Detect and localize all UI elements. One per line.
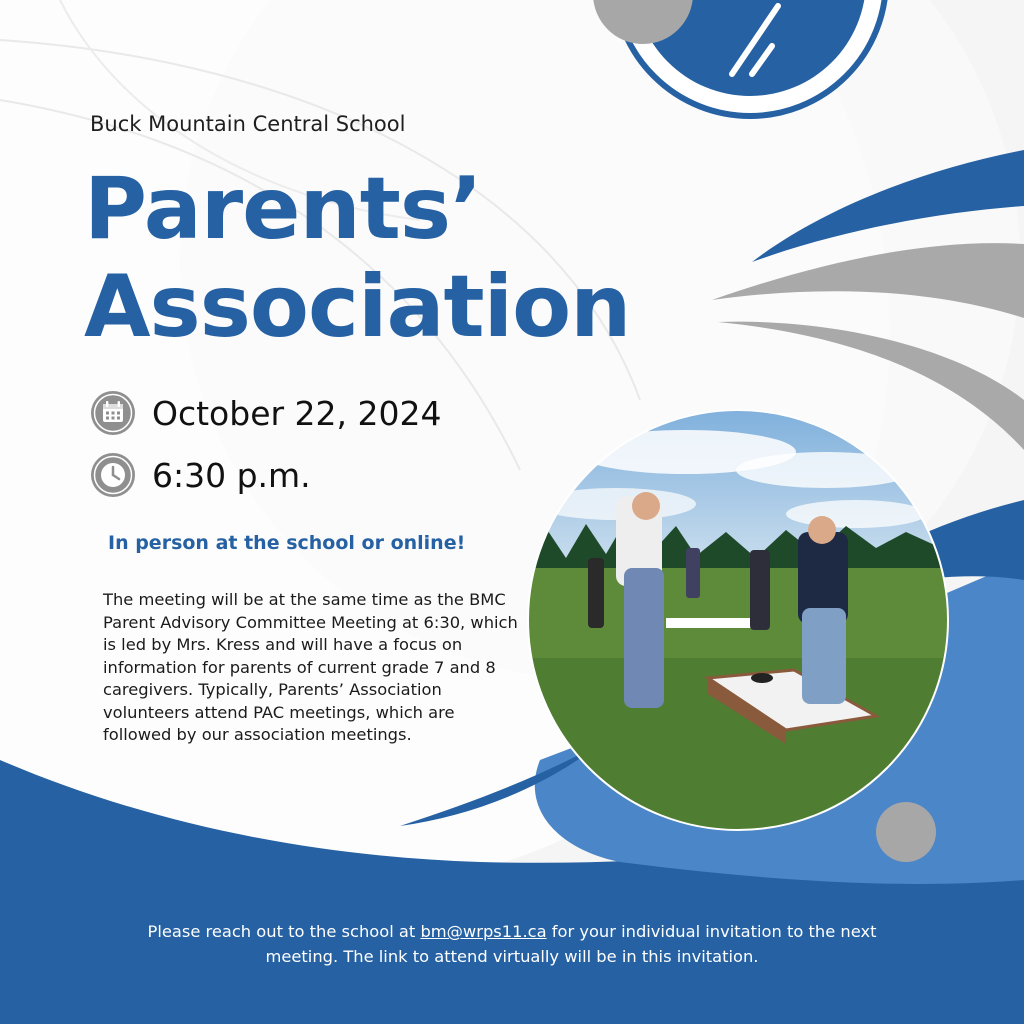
email-link[interactable]: bm@wrps11.ca [420, 922, 547, 941]
footer-text-before: Please reach out to the school at [147, 922, 421, 941]
attendance-note: In person at the school or online! [108, 532, 466, 554]
clock-icon [90, 452, 136, 498]
event-time: 6:30 p.m. [152, 455, 311, 495]
meeting-description: The meeting will be at the same time as the BMC Parent Advisory Committee Meeting at 6:30, which is led by Mrs. Kress and will have a focus on information for parents of current grade 7 and 8 caregivers. Typically, Parents’ Association volunteers attend PAC meetings, which are followed by our association meetings. [103, 590, 518, 744]
footer-text-after: for your individual invitation to the next meeting. The link to attend virtually will be in this invitation. [265, 922, 877, 966]
event-date: October 22, 2024 [152, 393, 442, 433]
title-line-2: Association [84, 257, 631, 357]
title-line-1: Parents’ [84, 159, 482, 259]
date-row [90, 390, 442, 436]
event-photo [526, 408, 950, 832]
school-name: Buck Mountain Central School [90, 112, 406, 136]
calendar-icon [90, 390, 136, 436]
footer-contact [130, 919, 894, 969]
time-row [90, 452, 311, 498]
